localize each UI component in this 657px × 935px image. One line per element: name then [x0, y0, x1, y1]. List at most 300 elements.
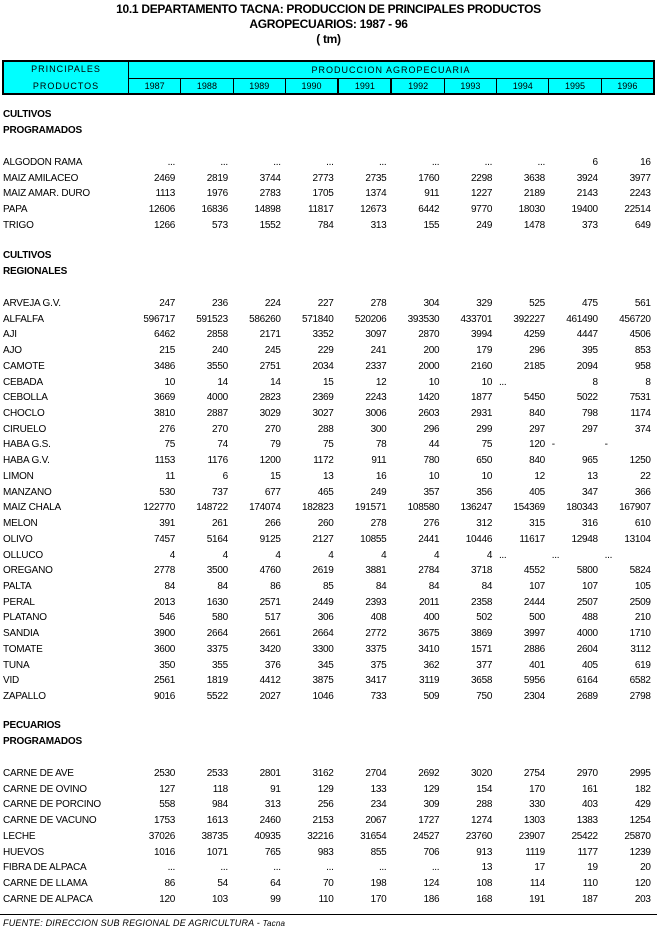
value-cell-1987: 127: [159, 783, 175, 795]
product-name: PALTA: [3, 580, 32, 592]
value-cell-1990: 2369: [312, 392, 334, 404]
value-cell-1991: 31654: [360, 830, 387, 842]
table-header: [2, 60, 655, 95]
value-cell-1993: 2298: [471, 172, 493, 184]
value-cell-1988: 103: [212, 893, 228, 905]
value-cell-1995: 12948: [571, 533, 598, 545]
value-cell-1996: 366: [634, 486, 651, 498]
value-cell-1990: 1705: [312, 188, 334, 200]
value-cell-1995: 4447: [576, 329, 598, 341]
value-cell-1991: 278: [370, 298, 387, 309]
value-cell-1992: 780: [423, 455, 440, 467]
value-cell-1989: 64: [270, 878, 281, 890]
header-year: 1990: [285, 79, 337, 93]
value-cell-1988: 4000: [206, 392, 228, 404]
value-cell-1993: 3020: [471, 768, 493, 779]
value-cell-1988: 1630: [206, 596, 228, 608]
table-row: [0, 343, 657, 358]
value-cell-1987: 1266: [153, 219, 175, 231]
value-cell-1993: 84: [481, 580, 493, 592]
value-cell-1994: 154369: [513, 502, 545, 514]
value-cell-1995: 187: [582, 893, 598, 905]
value-cell-1987: 2561: [153, 675, 175, 687]
value-cell-1995: 403: [582, 799, 598, 811]
value-cell-1995: 3924: [576, 172, 598, 184]
value-cell-1995: 5022: [576, 392, 598, 404]
value-cell-1987: 546: [159, 612, 175, 624]
value-cell-1995: 5800: [576, 565, 598, 577]
product-name: MAIZ AMILACEO: [3, 172, 79, 184]
value-cell-1996: 1710: [629, 628, 651, 640]
value-cell-1991: 3417: [365, 675, 387, 687]
value-cell-1996: 456720: [619, 313, 651, 325]
value-cell-1990: 571840: [301, 313, 334, 325]
value-cell-1987: 558: [159, 799, 175, 811]
value-cell-1992: 124: [423, 878, 440, 890]
value-cell-1988: 2664: [206, 628, 228, 640]
table-row: [0, 563, 657, 578]
header-principales: PRINCIPALES: [31, 64, 101, 74]
value-cell-1989: 677: [264, 486, 281, 498]
value-cell-1987: 120: [159, 893, 175, 905]
value-cell-1994: 120: [529, 439, 545, 451]
value-cell-1991: 3006: [365, 408, 387, 420]
table-row: [0, 485, 657, 500]
value-cell-1996: 374: [634, 423, 651, 435]
product-name: SANDIA: [3, 628, 40, 640]
value-cell-1989: 270: [264, 423, 281, 435]
value-cell-1993: 433701: [460, 313, 493, 325]
section-subtitle: PROGRAMADOS: [3, 736, 82, 747]
value-cell-1993: 249: [476, 219, 493, 231]
value-cell-1994: 5956: [523, 675, 545, 687]
value-cell-1991: ...: [378, 862, 387, 874]
value-cell-1994: 296: [529, 345, 545, 357]
value-cell-1988: 5164: [206, 533, 228, 545]
table-row: [0, 845, 657, 860]
value-cell-1993: 3658: [471, 675, 493, 687]
value-cell-1993: 179: [476, 345, 493, 357]
value-cell-1996: 2243: [629, 188, 651, 200]
value-cell-1990: 3027: [312, 408, 334, 420]
value-cell-1987: 215: [159, 345, 175, 357]
report-title: 10.1 DEPARTAMENTO TACNA: PRODUCCION DE PRINCIPALES PRODUCTOS: [116, 2, 541, 16]
value-cell-1988: 1819: [206, 675, 228, 687]
report-subtitle: AGROPECUARIOS: 1987 - 96: [249, 17, 408, 31]
product-name: MAIZ CHALA: [3, 502, 62, 514]
value-cell-1990: 13: [323, 470, 334, 482]
value-cell-1994: 114: [529, 878, 545, 890]
value-cell-1989: 2460: [259, 815, 281, 827]
value-cell-1992: 362: [423, 659, 440, 671]
value-cell-1996: 1254: [629, 815, 651, 827]
value-cell-1987: 11: [165, 470, 175, 482]
value-cell-1987: 596717: [143, 313, 175, 325]
value-cell-1994: 17: [534, 862, 545, 874]
table-row: [0, 327, 657, 342]
value-cell-1996: 2509: [629, 596, 651, 608]
value-cell-1988: 118: [212, 783, 228, 795]
value-cell-1988: 3500: [206, 565, 228, 577]
value-cell-1995: 297: [582, 423, 598, 435]
value-cell-1988: 737: [212, 486, 228, 498]
value-cell-1994: 4552: [523, 565, 545, 577]
value-cell-1994: 297: [529, 423, 545, 435]
table-row: [0, 406, 657, 421]
value-cell-1989: 313: [264, 799, 281, 811]
value-cell-1995: -: [551, 439, 555, 451]
value-cell-1989: 2751: [259, 360, 281, 372]
value-cell-1994: 18030: [518, 204, 545, 216]
table-row: [0, 766, 657, 781]
section-subtitle: REGIONALES: [3, 266, 68, 277]
value-cell-1995: 1383: [576, 815, 598, 827]
value-cell-1996: 13104: [624, 533, 651, 545]
table-row: [0, 296, 657, 311]
value-cell-1994: 1119: [525, 846, 545, 858]
value-cell-1990: 3352: [312, 329, 334, 341]
table-row: [0, 375, 657, 390]
value-cell-1993: 1227: [471, 188, 493, 200]
table-row: [0, 202, 657, 217]
source-place: Tacna: [262, 919, 286, 928]
product-name: CARNE DE PORCINO: [3, 799, 101, 811]
table-row: [0, 876, 657, 891]
product-name: OLIVO: [3, 533, 33, 545]
value-cell-1993: 2358: [471, 596, 493, 608]
value-cell-1989: 4412: [259, 675, 281, 687]
value-cell-1988: 1613: [206, 815, 228, 827]
value-cell-1993: 650: [476, 455, 493, 467]
value-cell-1989: 14: [270, 376, 281, 388]
value-cell-1988: 1071: [206, 846, 228, 858]
value-cell-1993: 1274: [471, 815, 493, 827]
value-cell-1995: 2970: [576, 768, 598, 779]
product-name: HABA G.S.: [3, 439, 51, 451]
table-row: [0, 186, 657, 201]
product-name: CARNE DE ALPACA: [3, 893, 93, 905]
table-row: [0, 453, 657, 468]
table-row: [0, 829, 657, 844]
table-row: [0, 155, 657, 170]
value-cell-1995: 2604: [576, 643, 598, 655]
header-year: 1996: [601, 79, 653, 93]
value-cell-1990: 345: [317, 659, 334, 671]
value-cell-1994: ...: [498, 549, 507, 561]
value-cell-1990: 3875: [312, 675, 334, 687]
value-cell-1990: ...: [326, 157, 334, 168]
value-cell-1988: 355: [212, 659, 228, 671]
value-cell-1996: 1174: [630, 408, 651, 420]
value-cell-1992: 357: [423, 486, 440, 498]
value-cell-1992: 296: [423, 423, 440, 435]
value-cell-1987: 86: [164, 878, 175, 890]
value-cell-1994: 330: [529, 799, 545, 811]
value-cell-1990: 1046: [312, 691, 334, 702]
value-cell-1991: 12673: [360, 204, 387, 216]
value-cell-1996: -: [604, 439, 608, 451]
value-cell-1990: 11817: [307, 204, 334, 216]
product-name: CARNE DE VACUNO: [3, 815, 97, 827]
value-cell-1993: 2931: [471, 408, 493, 420]
value-cell-1990: 784: [317, 219, 334, 231]
value-cell-1988: 240: [212, 345, 228, 357]
value-cell-1994: 107: [529, 580, 545, 592]
value-cell-1992: 2011: [418, 596, 440, 608]
value-cell-1995: 19400: [571, 204, 598, 216]
value-cell-1990: 3300: [312, 643, 334, 655]
header-productos: PRODUCTOS: [32, 81, 100, 91]
value-cell-1991: 78: [375, 439, 387, 451]
value-cell-1994: 840: [529, 455, 545, 467]
product-name: MELON: [3, 518, 38, 530]
value-cell-1995: 13: [587, 470, 598, 482]
table-row: [0, 610, 657, 625]
value-cell-1994: 2189: [523, 188, 545, 200]
value-cell-1989: 4760: [259, 565, 281, 577]
value-cell-1988: 1976: [206, 188, 228, 200]
value-cell-1994: 4259: [523, 329, 545, 341]
value-cell-1995: 798: [582, 408, 598, 420]
section-subtitle: PROGRAMADOS: [3, 125, 82, 136]
table-row: [0, 500, 657, 515]
value-cell-1994: ...: [498, 376, 507, 388]
value-cell-1996: 4506: [629, 329, 651, 341]
value-cell-1993: 9770: [471, 204, 493, 216]
value-cell-1995: 4000: [576, 628, 598, 640]
value-cell-1987: 3486: [153, 360, 175, 372]
value-cell-1993: 356: [476, 486, 493, 498]
value-cell-1994: 3638: [523, 172, 545, 184]
value-cell-1991: 733: [370, 691, 387, 702]
value-cell-1994: 1478: [523, 219, 545, 231]
value-cell-1987: ...: [167, 157, 175, 168]
product-name: OREGANO: [3, 565, 53, 577]
value-cell-1993: 10: [481, 376, 493, 388]
value-cell-1993: 154: [476, 783, 493, 795]
value-cell-1990: 32216: [307, 830, 334, 842]
value-cell-1994: 23907: [518, 830, 545, 842]
value-cell-1996: 649: [634, 219, 651, 231]
table-row: [0, 658, 657, 673]
value-cell-1991: 12: [375, 376, 387, 388]
value-cell-1992: 2000: [418, 360, 440, 372]
value-cell-1990: 288: [317, 423, 334, 435]
table-row: [0, 437, 657, 452]
value-cell-1987: 2530: [153, 768, 175, 779]
product-name: HUEVOS: [3, 846, 45, 858]
value-cell-1990: 256: [317, 799, 334, 811]
value-cell-1990: 227: [317, 298, 334, 309]
value-cell-1996: 105: [634, 580, 651, 592]
value-cell-1992: 1420: [418, 392, 440, 404]
value-cell-1996: 2995: [629, 768, 651, 779]
value-cell-1993: 13: [481, 862, 493, 874]
product-name: AJO: [3, 345, 22, 357]
value-cell-1992: 706: [423, 846, 440, 858]
value-cell-1995: 2689: [576, 691, 598, 702]
value-cell-1989: 266: [264, 518, 281, 530]
value-cell-1995: 2143: [576, 188, 598, 200]
header-year: 1994: [496, 79, 548, 93]
value-cell-1994: 2886: [523, 643, 545, 655]
value-cell-1993: 168: [476, 893, 493, 905]
value-cell-1988: 2533: [206, 768, 228, 779]
table-row: [0, 626, 657, 641]
product-name: LIMON: [3, 470, 34, 482]
value-cell-1987: 3900: [153, 628, 175, 640]
value-cell-1994: 2304: [523, 691, 545, 702]
value-cell-1991: 234: [370, 799, 387, 811]
value-cell-1995: 19: [587, 862, 598, 874]
value-cell-1988: 2858: [206, 329, 228, 341]
value-cell-1992: 3119: [418, 675, 440, 687]
value-cell-1995: 180343: [566, 502, 598, 514]
value-cell-1996: 958: [634, 360, 651, 372]
value-cell-1996: 3977: [629, 172, 651, 184]
table-row: [0, 579, 657, 594]
value-cell-1992: 3675: [418, 628, 440, 640]
product-name: CIRUELO: [3, 423, 47, 435]
value-cell-1988: 14: [217, 376, 228, 388]
product-name: CHOCLO: [3, 408, 45, 420]
value-cell-1995: 461490: [566, 313, 598, 325]
value-cell-1995: 2094: [576, 360, 598, 372]
value-cell-1989: 245: [264, 345, 281, 357]
value-cell-1996: 561: [634, 298, 651, 309]
value-cell-1988: 573: [212, 219, 228, 231]
value-cell-1995: 475: [582, 298, 598, 309]
value-cell-1991: 10855: [360, 533, 387, 545]
value-cell-1993: 299: [476, 423, 493, 435]
value-cell-1987: ...: [167, 862, 175, 874]
value-cell-1996: 1239: [629, 846, 651, 858]
table-row: [0, 782, 657, 797]
value-cell-1990: 15: [323, 376, 334, 388]
value-cell-1989: 376: [264, 659, 281, 671]
value-cell-1989: 174074: [249, 502, 281, 514]
footer-rule: [0, 914, 657, 915]
value-cell-1990: 110: [318, 893, 334, 905]
value-cell-1995: 8: [592, 376, 598, 388]
header-production-group: [129, 62, 653, 93]
value-cell-1989: 4: [275, 549, 281, 561]
value-cell-1993: 4: [486, 549, 493, 561]
product-name: CARNE DE LLAMA: [3, 878, 88, 890]
value-cell-1994: 500: [529, 612, 545, 624]
header-year: 1995: [548, 79, 600, 93]
value-cell-1990: 2034: [312, 360, 334, 372]
value-cell-1992: 3410: [418, 643, 440, 655]
value-cell-1993: 10446: [465, 533, 493, 545]
value-cell-1992: 186: [423, 893, 440, 905]
value-cell-1988: 6: [222, 470, 228, 482]
value-cell-1991: 911: [371, 455, 387, 467]
value-cell-1993: 23760: [465, 830, 493, 842]
value-cell-1988: 3375: [206, 643, 228, 655]
product-name: CEBOLLA: [3, 392, 48, 404]
value-cell-1994: ...: [537, 157, 545, 168]
value-cell-1994: 3997: [523, 628, 545, 640]
value-cell-1992: 309: [423, 799, 440, 811]
value-cell-1996: ...: [604, 549, 613, 561]
value-cell-1987: 2778: [153, 565, 175, 577]
table-row: [0, 813, 657, 828]
value-cell-1987: 122770: [143, 502, 175, 514]
value-cell-1991: 4: [381, 549, 387, 561]
value-cell-1988: 84: [217, 580, 228, 592]
value-cell-1995: 2507: [576, 596, 598, 608]
value-cell-1993: 312: [476, 518, 493, 530]
value-cell-1995: 405: [582, 659, 598, 671]
table-row: [0, 595, 657, 610]
value-cell-1992: 276: [423, 518, 440, 530]
value-cell-1996: 22: [640, 470, 651, 482]
value-cell-1991: 133: [370, 783, 387, 795]
value-cell-1993: 913: [476, 846, 493, 858]
product-name: ZAPALLO: [3, 691, 46, 702]
value-cell-1992: 1727: [418, 815, 440, 827]
value-cell-1992: 6442: [418, 204, 440, 216]
product-name: CARNE DE OVINO: [3, 783, 87, 795]
value-cell-1992: 129: [423, 783, 440, 795]
value-cell-1993: 377: [476, 659, 493, 671]
value-cell-1995: 6: [592, 157, 598, 168]
value-cell-1996: 20: [640, 862, 651, 874]
value-cell-1988: 3550: [206, 360, 228, 372]
value-cell-1992: 155: [423, 219, 440, 231]
header-years: [129, 79, 653, 93]
value-cell-1989: 15: [270, 470, 281, 482]
value-cell-1990: 2127: [312, 533, 334, 545]
value-cell-1991: 375: [370, 659, 387, 671]
value-cell-1993: 288: [476, 799, 493, 811]
value-cell-1991: 408: [370, 612, 387, 624]
value-cell-1987: 1016: [153, 846, 175, 858]
value-cell-1996: 2798: [629, 691, 651, 702]
value-cell-1990: 182823: [301, 502, 334, 514]
product-name: AJI: [3, 329, 17, 341]
section-title: PECUARIOS: [3, 720, 61, 731]
value-cell-1989: 2823: [259, 392, 281, 404]
value-cell-1988: 261: [212, 518, 228, 530]
table-row: [0, 642, 657, 657]
header-produccion-agropecuaria: PRODUCCION AGROPECUARIA: [129, 62, 653, 79]
section-title: CULTIVOS: [3, 250, 52, 261]
value-cell-1996: 22514: [624, 204, 651, 216]
value-cell-1990: 70: [323, 878, 334, 890]
value-cell-1990: 2664: [312, 628, 334, 640]
value-cell-1994: 170: [529, 783, 545, 795]
product-name: ARVEJA G.V.: [3, 298, 61, 309]
value-cell-1993: 2160: [471, 360, 493, 372]
value-cell-1991: 84: [375, 580, 387, 592]
value-cell-1989: ...: [273, 862, 281, 874]
value-cell-1989: 2171: [259, 329, 281, 341]
value-cell-1987: 9016: [153, 691, 175, 702]
value-cell-1989: 3029: [259, 408, 281, 420]
value-cell-1994: 5450: [523, 392, 545, 404]
product-name: HABA G.V.: [3, 455, 50, 467]
value-cell-1996: 6582: [629, 675, 651, 687]
value-cell-1990: 260: [317, 518, 334, 530]
product-name: FIBRA DE ALPACA: [3, 862, 87, 874]
value-cell-1993: 502: [476, 612, 493, 624]
value-cell-1987: 84: [164, 580, 175, 592]
value-cell-1989: 14898: [254, 204, 281, 216]
source-note: [3, 918, 285, 928]
value-cell-1994: 405: [529, 486, 545, 498]
